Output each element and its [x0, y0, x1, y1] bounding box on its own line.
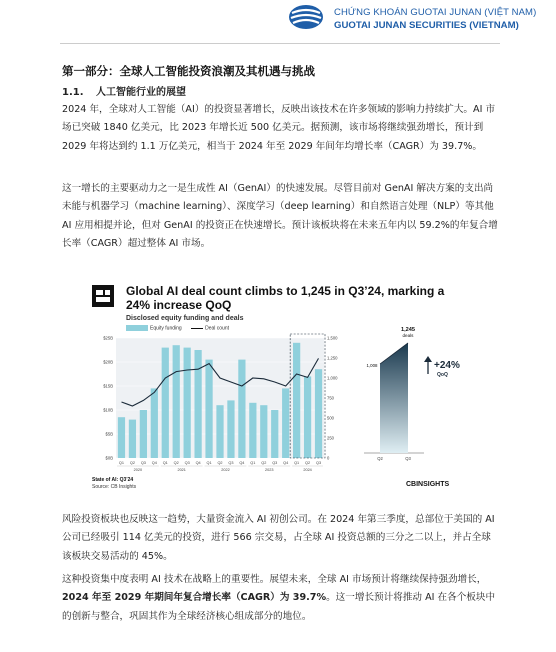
funding-bar — [184, 348, 191, 458]
x-axis-tick: Q2 — [261, 461, 267, 465]
funding-bar — [260, 405, 267, 458]
section-title: 人工智能行业的展望 — [96, 87, 186, 98]
header-divider — [60, 43, 500, 44]
funding-bar — [205, 360, 212, 458]
x-axis-tick: Q3 — [272, 461, 278, 465]
funding-bar — [162, 348, 169, 458]
x-axis-tick: Q4 — [239, 461, 245, 465]
paragraph-3: 风险投资板块也反映这一趋势，大量资金流入 AI 初创公司。在 2024 年第三季度，总部位于美国的 AI 公司已经吸引 114 亿美元的投资，进行 566 宗交易，占全球 AI 投资总额的三分之二以上，并占全球该板块交易活动的 45%。 — [62, 514, 495, 562]
right-axis-tick: 1,250 — [327, 355, 338, 361]
chart-brand: CBINSIGHTS — [406, 481, 450, 488]
year-label: 2021 — [177, 468, 186, 472]
x-axis-tick: Q3 — [140, 461, 146, 465]
chart-footnote-report: State of AI: Q3’24 — [92, 477, 134, 483]
funding-bar — [282, 388, 289, 458]
funding-bar — [249, 403, 256, 458]
chart-title: Global AI deal count climbs to 1,245 in Q3’24, marking a 24% increase QoQ — [126, 284, 445, 312]
year-label: 2024 — [303, 468, 312, 472]
up-arrow-head-icon — [424, 356, 432, 362]
chart-subtitle: Disclosed equity funding and deals — [126, 315, 244, 322]
x-axis-tick: Q4 — [151, 461, 157, 465]
chart-plot — [88, 278, 468, 474]
legend-funding: Equity funding — [150, 325, 182, 332]
funding-bar — [315, 369, 322, 458]
chart-figure — [88, 278, 468, 496]
callout-value-q2: 1,008 — [366, 362, 378, 368]
x-axis-tick: Q3 — [184, 461, 190, 465]
funding-bar — [173, 345, 180, 458]
callout-area — [380, 343, 408, 453]
paragraph-4-a: 这种投资集中度表明 AI 技术在战略上的重要性。展望未来，全球 AI 市场预计将继续保持强劲增长， — [62, 574, 487, 585]
left-axis-tick: $20B — [103, 359, 113, 365]
x-axis-tick: Q1 — [250, 461, 256, 465]
company-name-en: GUOTAI JUNAN SECURITIES (VIETNAM) — [334, 20, 519, 31]
section-number: 1.1. — [62, 87, 84, 98]
left-axis-tick: $0B — [105, 455, 113, 461]
funding-bar — [194, 350, 201, 458]
callout-percent: +24% — [434, 360, 460, 371]
x-axis-tick: Q2 — [305, 461, 311, 465]
company-logo-icon — [288, 4, 324, 30]
funding-bar — [227, 400, 234, 458]
funding-bar — [293, 343, 300, 458]
paragraph-4-c: 。这一增长预计将推动 AI 在各个板块中的创新与整合，巩固其作为全球经济核心组成部分的地位。 — [62, 592, 496, 622]
x-axis-tick: Q4 — [195, 461, 201, 465]
x-axis-tick: Q1 — [206, 461, 212, 465]
funding-bar — [238, 360, 245, 458]
funding-bar — [129, 420, 136, 458]
paragraph-4 — [62, 571, 498, 626]
year-label: 2020 — [133, 468, 143, 472]
x-axis-tick: Q2 — [173, 461, 179, 465]
right-axis-tick: 750 — [327, 395, 334, 401]
x-axis-tick: Q1 — [162, 461, 168, 465]
paragraph-4-bold: 2024 年至 2029 年期间年复合增长率（CAGR）为 39.7% — [62, 592, 327, 604]
legend-deals: Deal count — [205, 325, 229, 332]
left-axis-tick: $25B — [103, 335, 113, 341]
year-label: 2023 — [265, 468, 274, 472]
right-axis-tick: 250 — [327, 435, 334, 441]
funding-bar — [271, 410, 278, 458]
left-axis-tick: $15B — [103, 383, 113, 389]
x-axis-tick: Q3 — [228, 461, 234, 465]
x-axis-tick: Q2 — [217, 461, 223, 465]
callout-x-tick: Q3 — [405, 456, 411, 461]
company-name — [334, 7, 554, 31]
right-axis-tick: 1,000 — [327, 375, 338, 381]
funding-bar — [304, 376, 311, 458]
callout-qoq: QoQ — [437, 372, 448, 378]
page-header — [0, 0, 556, 40]
x-axis-tick: Q4 — [283, 461, 289, 465]
paragraph-1: 2024 年，全球对人工智能（AI）的投资显著增长，反映出该技术在许多领域的影响力持续扩大。AI 市场已突破 1840 亿美元，比 2023 年增长近 500 亿美元。据预测，该市场将继续强劲增长，预计到 2029 年将达到约 1.1 万亿美元，相当于 2024 年至 2029 年间年均增长率（CAGR）为 39.7%。 — [62, 104, 496, 152]
callout-x-tick: Q2 — [377, 456, 383, 461]
funding-bar — [140, 410, 147, 458]
left-axis-tick: $5B — [105, 431, 113, 437]
right-axis-tick: 0 — [327, 455, 330, 461]
part-title: 第一部分：全球人工智能投资浪潮及其机遇与挑战 — [62, 64, 315, 78]
left-axis-tick: $10B — [103, 407, 113, 413]
right-axis-tick: 500 — [327, 415, 334, 421]
year-label: 2022 — [221, 468, 230, 472]
x-axis-tick: Q3 — [315, 461, 322, 465]
company-name-vn: CHỨNG KHOÁN GUOTAI JUNAN (VIỆT NAM) — [334, 7, 537, 18]
funding-bar — [151, 388, 158, 458]
section-heading — [62, 83, 186, 98]
paragraph-2: 这一增长的主要驱动力之一是生成性 AI（GenAI）的快速发展。尽管目前对 GenAI 解决方案的支出尚未能与机器学习（machine learning）、深度学习（deep learning）和自然语言处理（NLP）等其他 AI 应用相提并论，但对 GenAI 的投资正在快速增长。预计该板块将在未来五年内以 59.2%的年复合增长率（CAGR）超过整体 AI 市场。 — [62, 183, 498, 249]
x-axis-tick: Q1 — [294, 461, 300, 465]
x-axis-tick: Q1 — [118, 461, 125, 465]
funding-bar — [118, 417, 125, 458]
x-axis-tick: Q2 — [129, 461, 135, 465]
chart-footnote-source: Source: CB Insights — [92, 484, 137, 490]
funding-bar — [216, 405, 223, 458]
right-axis-tick: 1,500 — [327, 335, 338, 341]
callout-value-q3: 1,245 — [401, 327, 415, 333]
callout-value-q3-unit: deals — [402, 333, 414, 338]
